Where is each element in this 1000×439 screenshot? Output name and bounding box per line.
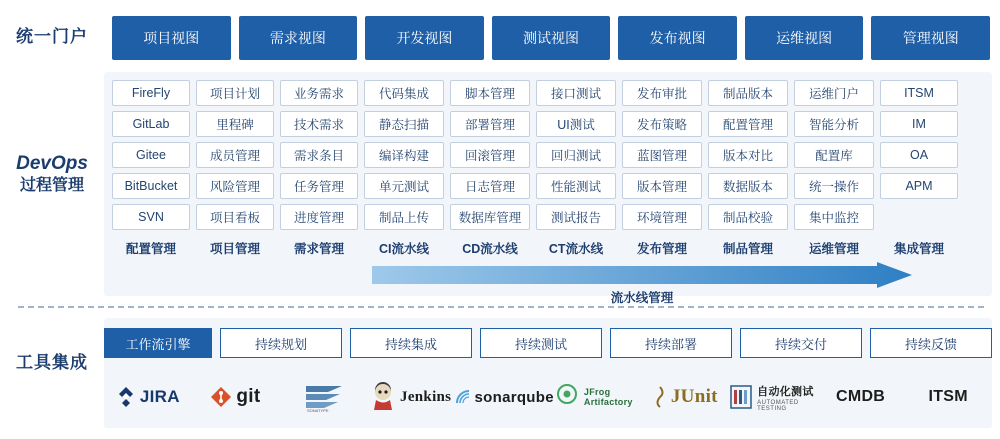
- logo-junit: [642, 385, 730, 409]
- devops-cell[interactable]: 配置管理: [708, 111, 788, 137]
- devops-cell[interactable]: GitLab: [112, 111, 190, 137]
- git-icon: [210, 386, 232, 408]
- devops-panel: [104, 72, 992, 305]
- devops-column-title: 集成管理: [893, 242, 944, 256]
- logo-label: JUnit: [670, 386, 718, 407]
- devops-cell[interactable]: 运维门户: [794, 80, 874, 106]
- devops-column-integration: [880, 80, 958, 259]
- devops-cell-spacer: [880, 204, 958, 230]
- devops-cell[interactable]: 成员管理: [196, 142, 274, 168]
- devops-cell[interactable]: OA: [880, 142, 958, 168]
- devops-cell[interactable]: SVN: [112, 204, 190, 230]
- devops-cell[interactable]: 业务需求: [280, 80, 358, 106]
- workflow-engine-badge: 工作流引擎: [104, 328, 212, 358]
- devops-column-ci: [364, 80, 444, 259]
- devops-cell[interactable]: 代码集成: [364, 80, 444, 106]
- portal-button-management[interactable]: 管理视图: [871, 16, 990, 60]
- automation-test-icon: [729, 384, 753, 410]
- logo-automation-test: [729, 382, 817, 412]
- devops-column-group: [112, 80, 958, 259]
- row-label-devops-en: DevOps: [16, 153, 88, 174]
- devops-cell[interactable]: 发布审批: [622, 80, 702, 106]
- portal-button-development[interactable]: 开发视图: [365, 16, 484, 60]
- devops-cell[interactable]: 日志管理: [450, 173, 530, 199]
- workflow-stage-row: [104, 328, 992, 358]
- row-label-devops-cn: 过程管理: [19, 176, 84, 194]
- devops-cell[interactable]: 脚本管理: [450, 80, 530, 106]
- portal-button-test[interactable]: 测试视图: [492, 16, 611, 60]
- devops-cell[interactable]: 进度管理: [280, 204, 358, 230]
- logo-label: sonarqube: [474, 388, 554, 406]
- logo-sublabel: AUTOMATED TESTING: [757, 400, 799, 412]
- logo-label: git: [236, 386, 261, 407]
- pipeline-arrow-label: 流水线管理: [610, 291, 674, 305]
- devops-cell[interactable]: 项目看板: [196, 204, 274, 230]
- logo-cmdb: [817, 388, 905, 406]
- workflow-stage-delivery[interactable]: 持续交付: [740, 328, 862, 358]
- devops-column-cd: [450, 80, 530, 259]
- devops-column-ct: [536, 80, 616, 259]
- devops-cell[interactable]: 蓝图管理: [622, 142, 702, 168]
- sonatype-icon: [298, 382, 348, 412]
- devops-cell[interactable]: 制品校验: [708, 204, 788, 230]
- logo-label: JFrog Artifactory: [583, 387, 633, 407]
- devops-cell[interactable]: UI测试: [536, 111, 616, 137]
- devops-cell[interactable]: 集中监控: [794, 204, 874, 230]
- devops-cell[interactable]: 需求条目: [280, 142, 358, 168]
- logo-label: ITSM: [928, 388, 968, 405]
- sonarqube-icon: [455, 389, 471, 405]
- devops-column-title: CD流水线: [462, 242, 518, 256]
- devops-column-requirement: [280, 80, 358, 259]
- workflow-stage-planning[interactable]: 持续规划: [220, 328, 342, 358]
- logo-label: Jenkins: [400, 388, 452, 405]
- devops-cell[interactable]: ITSM: [880, 80, 958, 106]
- devops-cell[interactable]: IM: [880, 111, 958, 137]
- logo-jfrog-artifactory: [554, 382, 642, 412]
- devops-cell[interactable]: Gitee: [112, 142, 190, 168]
- devops-column-project: [196, 80, 274, 259]
- devops-cell[interactable]: 接口测试: [536, 80, 616, 106]
- portal-button-ops[interactable]: 运维视图: [745, 16, 864, 60]
- devops-cell[interactable]: 配置库: [794, 142, 874, 168]
- logo-sonarqube: [455, 389, 554, 406]
- logo-git: [192, 386, 280, 408]
- devops-cell[interactable]: APM: [880, 173, 958, 199]
- tool-logo-strip: [104, 368, 992, 426]
- logo-label: CMDB: [835, 388, 886, 405]
- devops-column-title: CT流水线: [548, 242, 604, 256]
- section-divider: [18, 306, 984, 308]
- devops-cell[interactable]: 回归测试: [536, 142, 616, 168]
- devops-cell[interactable]: 技术需求: [280, 111, 358, 137]
- devops-column-title: 运维管理: [808, 242, 859, 256]
- logo-label: 自动化测试: [757, 386, 814, 398]
- devops-cell[interactable]: 编译构建: [364, 142, 444, 168]
- devops-column-title: 发布管理: [636, 242, 687, 256]
- devops-cell[interactable]: 部署管理: [450, 111, 530, 137]
- row-label-portal: 统一门户: [16, 27, 88, 46]
- tools-panel: [104, 318, 992, 428]
- jenkins-icon: [370, 382, 396, 412]
- logo-jenkins: [367, 382, 455, 412]
- devops-cell[interactable]: 任务管理: [280, 173, 358, 199]
- pipeline-arrow-shape: [372, 262, 912, 288]
- devops-cell[interactable]: 风险管理: [196, 173, 274, 199]
- workflow-stage-deployment[interactable]: 持续部署: [610, 328, 732, 358]
- devops-column-release: [622, 80, 702, 259]
- logo-itsm: [904, 388, 992, 406]
- devops-column-title: 配置管理: [125, 242, 176, 256]
- jira-icon: [116, 386, 136, 408]
- devops-cell[interactable]: FireFly: [112, 80, 190, 106]
- jfrog-icon: [554, 382, 580, 412]
- portal-button-project[interactable]: 项目视图: [112, 16, 231, 60]
- devops-column-title: 制品管理: [722, 242, 773, 256]
- logo-label: JIRA: [139, 387, 180, 406]
- pipeline-arrow: [372, 262, 912, 305]
- devops-cell[interactable]: 数据库管理: [450, 204, 530, 230]
- logo-jira: [104, 386, 192, 408]
- devops-column-title: 需求管理: [293, 242, 344, 256]
- portal-button-row: [112, 16, 990, 60]
- devops-cell[interactable]: 单元测试: [364, 173, 444, 199]
- row-label-devops: [0, 152, 104, 196]
- devops-cell[interactable]: 环境管理: [622, 204, 702, 230]
- devops-cell[interactable]: 版本管理: [622, 173, 702, 199]
- devops-cell[interactable]: 统一操作: [794, 173, 874, 199]
- devops-column-title: CI流水线: [378, 242, 429, 256]
- devops-cell[interactable]: 智能分析: [794, 111, 874, 137]
- devops-column-title: 项目管理: [209, 242, 260, 256]
- devops-cell[interactable]: 数据版本: [708, 173, 788, 199]
- portal-button-requirement[interactable]: 需求视图: [239, 16, 358, 60]
- devops-cell[interactable]: 项目计划: [196, 80, 274, 106]
- devops-cell[interactable]: 性能测试: [536, 173, 616, 199]
- devops-cell[interactable]: 里程碑: [196, 111, 274, 137]
- svg-text:SONATYPE: SONATYPE: [307, 408, 329, 412]
- junit-icon: [653, 385, 667, 409]
- devops-cell[interactable]: 测试报告: [536, 204, 616, 230]
- workflow-stage-testing[interactable]: 持续测试: [480, 328, 602, 358]
- devops-cell[interactable]: 发布策略: [622, 111, 702, 137]
- devops-column-config: [112, 80, 190, 259]
- devops-column-artifact: [708, 80, 788, 259]
- logo-sonatype: [279, 382, 367, 412]
- devops-cell[interactable]: BitBucket: [112, 173, 190, 199]
- devops-column-ops: [794, 80, 874, 259]
- devops-cell[interactable]: 回滚管理: [450, 142, 530, 168]
- row-label-tools: 工具集成: [16, 353, 88, 372]
- workflow-stage-feedback[interactable]: 持续反馈: [870, 328, 992, 358]
- logo-label-group: [757, 382, 817, 412]
- devops-cell[interactable]: 制品版本: [708, 80, 788, 106]
- devops-cell[interactable]: 版本对比: [708, 142, 788, 168]
- devops-cell[interactable]: 静态扫描: [364, 111, 444, 137]
- devops-cell[interactable]: 制品上传: [364, 204, 444, 230]
- portal-button-release[interactable]: 发布视图: [618, 16, 737, 60]
- workflow-stage-integration[interactable]: 持续集成: [350, 328, 472, 358]
